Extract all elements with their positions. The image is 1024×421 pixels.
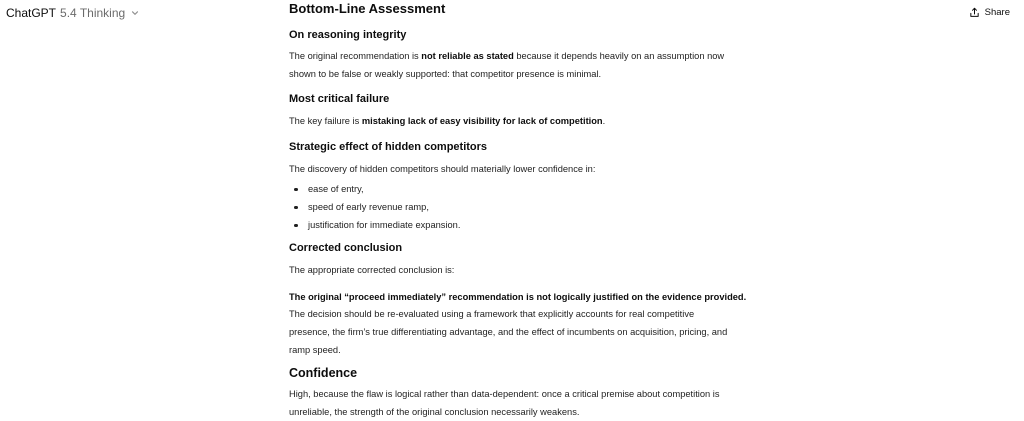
strategic-bullet-list	[289, 180, 460, 234]
model-name: ChatGPT	[6, 6, 57, 20]
strategic-intro: The discovery of hidden competitors should materially lower confidence in:	[289, 164, 596, 174]
corrected-body	[289, 305, 727, 359]
section-heading-corrected: Corrected conclusion	[289, 242, 403, 254]
reasoning-text-post: because it depends heavily on an assumption now	[513, 51, 725, 61]
section-heading-confidence: Confidence	[289, 366, 358, 380]
share-label: Share	[984, 7, 1010, 18]
confidence-paragraph	[289, 385, 720, 421]
share-button[interactable]	[969, 7, 1010, 18]
share-icon	[969, 7, 980, 18]
section-heading-failure: Most critical failure	[289, 93, 390, 105]
chevron-down-icon	[130, 8, 140, 18]
section-heading-strategic: Strategic effect of hidden competitors	[289, 141, 488, 153]
corrected-intro: The appropriate corrected conclusion is:	[289, 265, 455, 275]
corrected-statement	[289, 288, 746, 306]
corrected-line-3: ramp speed.	[289, 345, 341, 355]
reasoning-line-1	[289, 47, 724, 65]
failure-paragraph	[289, 112, 605, 130]
model-selector[interactable]	[6, 6, 140, 20]
failure-text-bold: mistaking lack of easy visibility for lack of competition	[361, 116, 603, 126]
list-item: ease of entry,	[289, 180, 460, 198]
model-version: 5.4 Thinking	[60, 6, 126, 20]
list-item: justification for immediate expansion.	[289, 216, 460, 234]
failure-text-pre: The key failure is	[289, 116, 362, 126]
reasoning-text-bold: not reliable as stated	[421, 51, 514, 61]
confidence-line-1: High, because the flaw is logical rather than data-dependent: once a critical premise about competition is	[289, 389, 720, 399]
response-title: Bottom-Line Assessment	[289, 1, 446, 16]
failure-text-post: .	[602, 116, 606, 126]
list-item: speed of early revenue ramp,	[289, 198, 460, 216]
reasoning-text-pre: The original recommendation is	[289, 51, 422, 61]
top-bar	[0, 0, 1024, 28]
reasoning-paragraph	[289, 47, 724, 83]
corrected-line-2: presence, the firm’s true differentiating advantage, and the effect of incumbents on acquisition, pricing, and	[289, 327, 728, 337]
confidence-line-2: unreliable, the strength of the original conclusion necessarily weakens.	[289, 407, 580, 417]
corrected-line-1: The decision should be re-evaluated using a framework that explicitly accounts for real competitive	[289, 309, 695, 319]
section-heading-reasoning: On reasoning integrity	[289, 29, 407, 41]
corrected-bold-statement: The original “proceed immediately” recommendation is not logically justified on the evidence provided.	[289, 292, 747, 302]
reasoning-line-2: shown to be false or weakly supported: that competitor presence is minimal.	[289, 69, 602, 79]
